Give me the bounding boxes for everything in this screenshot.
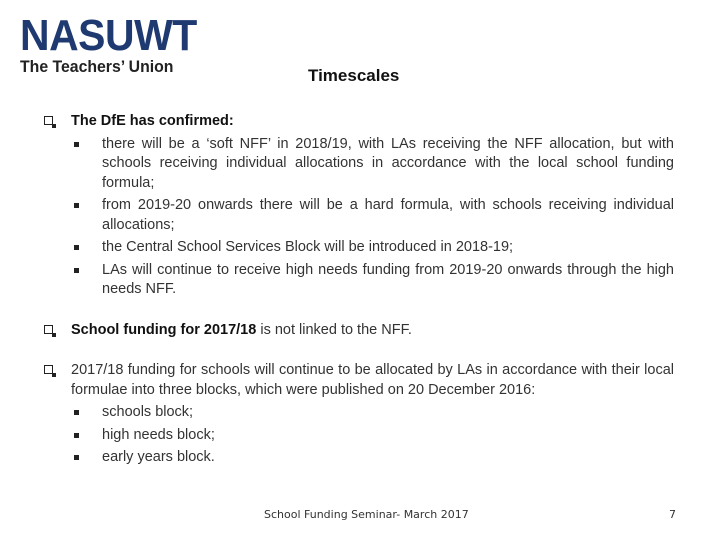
list-item <box>71 448 674 468</box>
section-lead-rest: 2017/18 funding for schools will continue to be allocated by LAs in accordance with their local formulae into three blocks, which were published on 20 December 2016: <box>71 362 674 398</box>
list-item <box>71 196 674 235</box>
nasuwt-logo <box>20 11 210 76</box>
section-dfe-confirmed <box>44 112 674 300</box>
section-lead-bold: The DfE has confirmed: <box>71 113 234 129</box>
section-lead-rest: is not linked to the NFF. <box>256 321 412 338</box>
section-school-funding <box>44 321 674 341</box>
list-item-text: high needs block; <box>102 426 215 443</box>
list-item-text: LAs will continue to receive high needs funding from 2019-20 onwards through the high needs NFF. <box>102 261 674 297</box>
page-number: 7 <box>669 508 676 521</box>
section-funding-blocks <box>44 361 674 468</box>
section-lead-bold: School funding for 2017/18 <box>71 321 257 338</box>
list-item <box>71 426 674 446</box>
logo-wordmark: NASUWT <box>20 11 197 60</box>
square-bullet-icon <box>74 410 79 415</box>
logo-tagline: The Teachers’ Union <box>20 57 174 76</box>
list-item-text: early years block. <box>102 449 215 465</box>
list-item <box>71 261 674 300</box>
slide-title: Timescales <box>308 66 400 85</box>
square-bullet-icon <box>74 203 79 208</box>
bullet-list <box>71 135 674 300</box>
checkbox-bullet-icon <box>44 116 53 125</box>
list-item <box>71 238 674 258</box>
list-item <box>71 403 674 423</box>
bullet-list <box>71 403 674 468</box>
list-item <box>71 135 674 194</box>
square-bullet-icon <box>74 268 79 273</box>
footer-text: School Funding Seminar- March 2017 <box>264 508 469 521</box>
list-item-text: there will be a ‘soft NFF’ in 2018/19, with LAs receiving the NFF allocation, but with schools receiving individual allocations in accordance with the local school funding formula; <box>102 135 674 191</box>
square-bullet-icon <box>74 433 79 438</box>
checkbox-bullet-icon <box>44 365 53 374</box>
list-item-text: from 2019-20 onwards there will be a hard formula, with schools receiving individual allocations; <box>102 197 674 233</box>
checkbox-bullet-icon <box>44 325 53 334</box>
slide-body <box>44 112 674 489</box>
square-bullet-icon <box>74 245 79 250</box>
list-item-text: the Central School Services Block will be introduced in 2018-19; <box>102 239 514 255</box>
square-bullet-icon <box>74 455 79 460</box>
list-item-text: schools block; <box>102 404 194 420</box>
square-bullet-icon <box>74 142 79 147</box>
